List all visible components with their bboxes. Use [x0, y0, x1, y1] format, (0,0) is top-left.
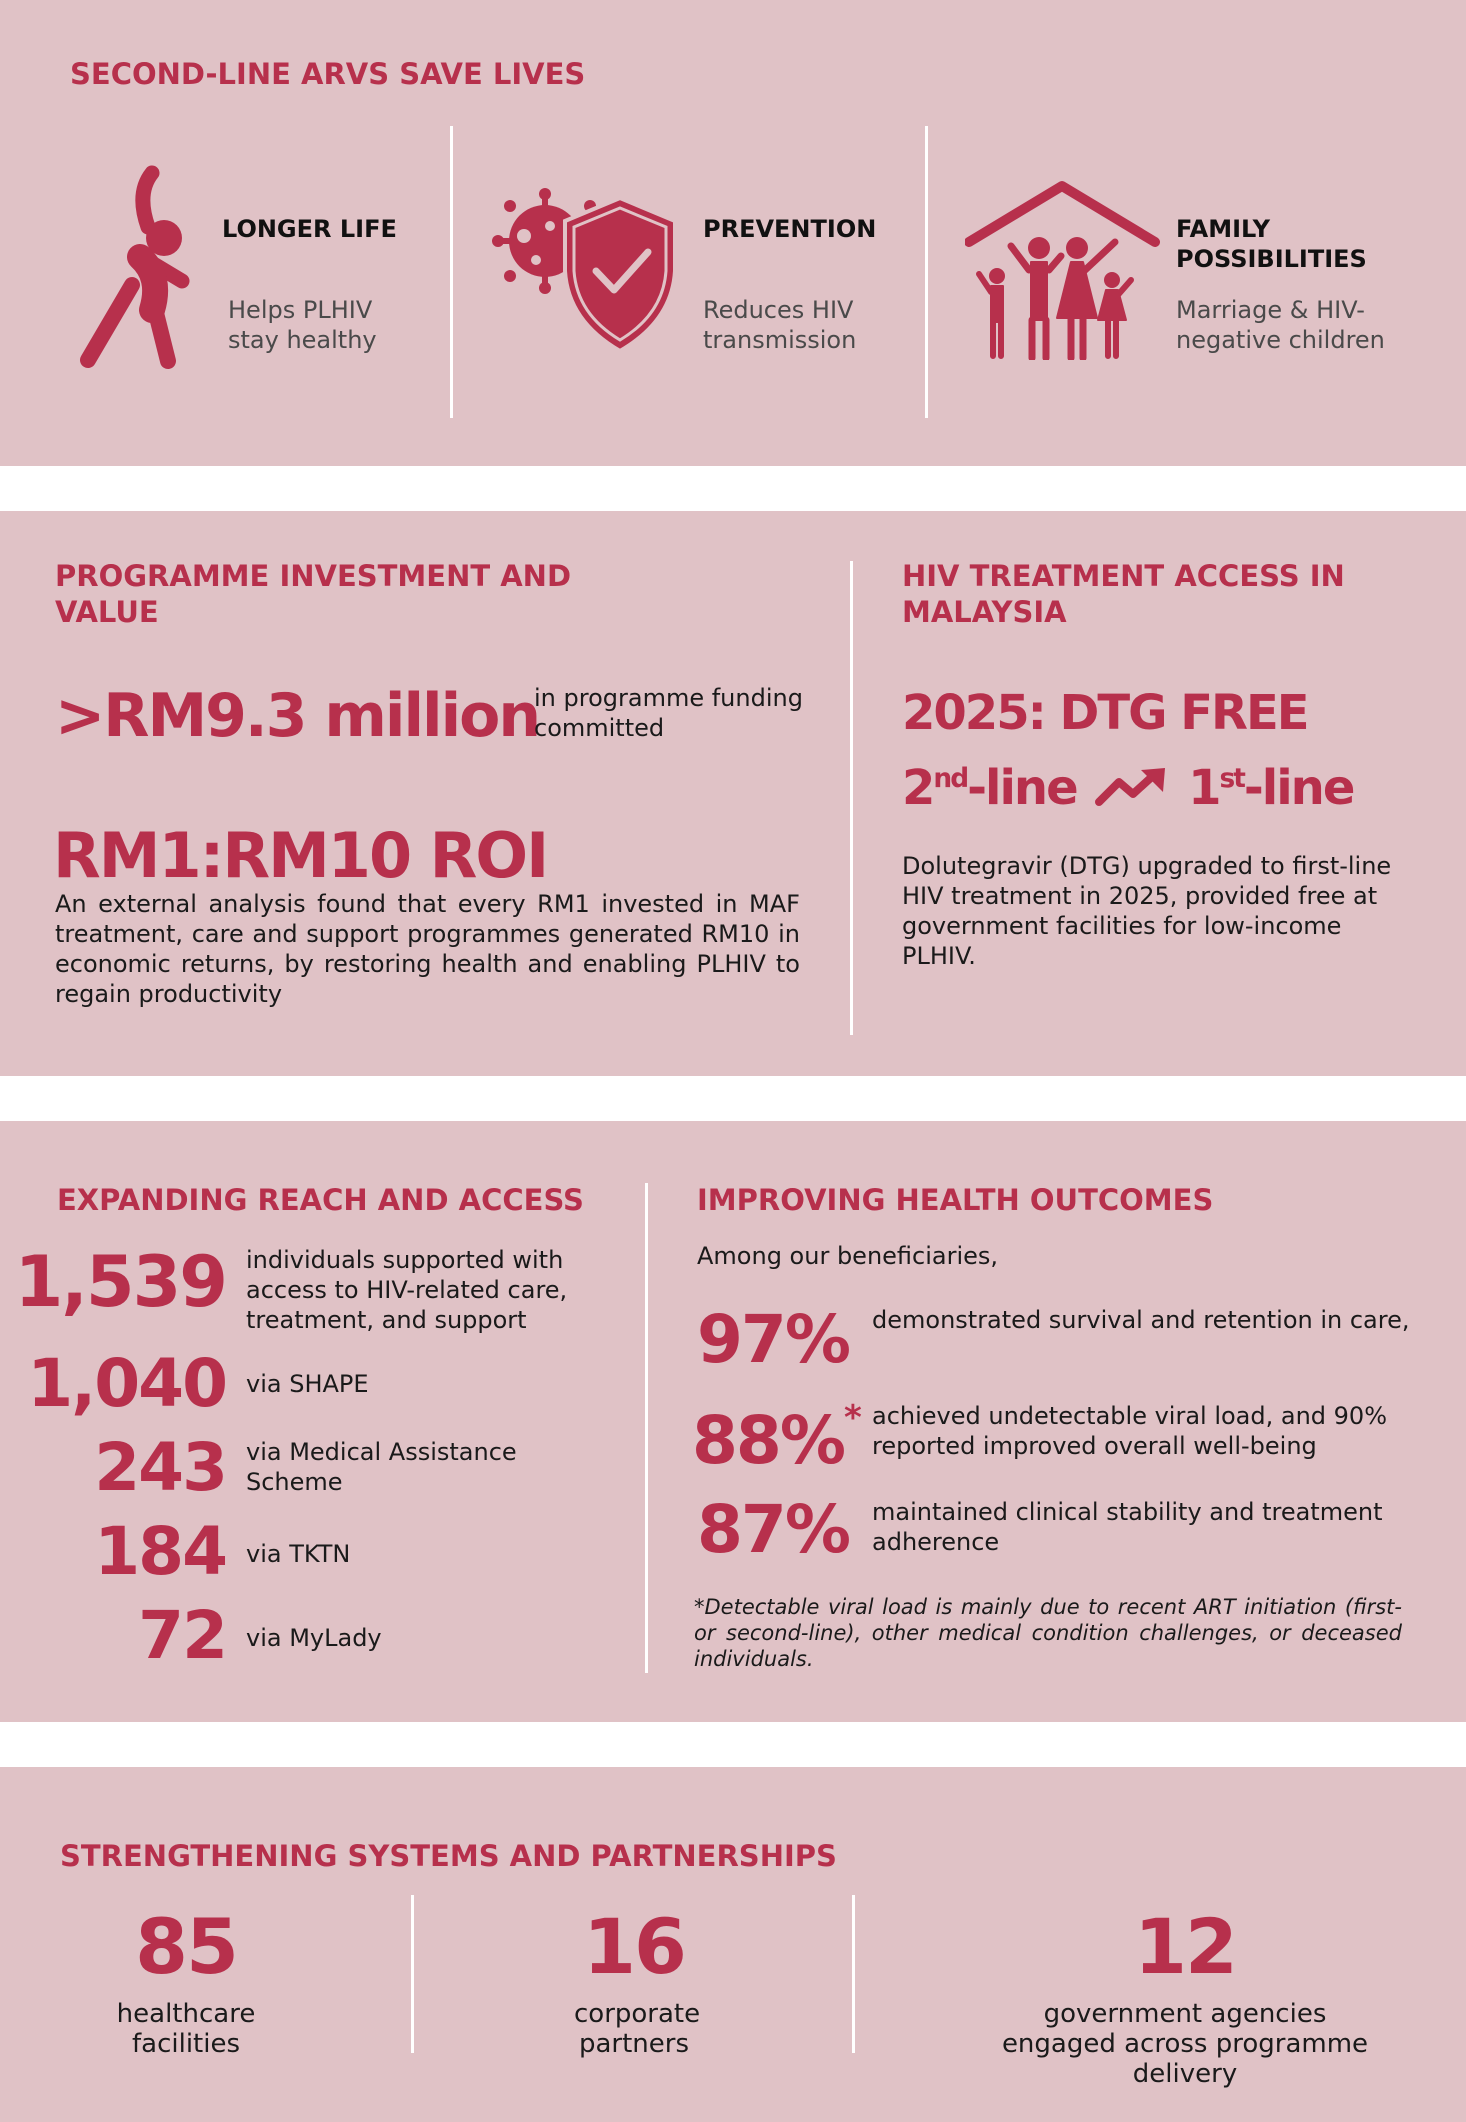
investment-title: PROGRAMME INVESTMENT AND VALUE: [55, 559, 572, 629]
dtg-description: Dolutegravir (DTG) upgraded to first-line HIV treatment in 2025, provided free at government facilities for low-income PLHIV.: [902, 852, 1392, 970]
reach-outcomes-panel: [0, 1121, 1466, 1722]
reach-row: [50, 1429, 630, 1506]
funding-amount: >RM9.3 million: [55, 681, 540, 751]
stat-number: 12: [1134, 1902, 1236, 1991]
divider: [925, 126, 928, 418]
access-title: HIV TREATMENT ACCESS IN MALAYSIA: [902, 559, 1345, 629]
stat-corporate: [514, 1902, 754, 2059]
stat-healthcare: [66, 1902, 306, 2059]
line-change: [902, 760, 1354, 816]
reach-label: individuals supported with access to HIV-related care, treatment, and support: [246, 1246, 568, 1334]
reach-row: [14, 1241, 630, 1334]
outcomes-title: IMPROVING HEALTH OUTCOMES: [697, 1183, 1214, 1217]
card-heading: LONGER LIFE: [222, 215, 397, 243]
family-house-icon: [965, 180, 1160, 360]
outcome-number: [692, 1398, 862, 1479]
systems-panel: [0, 1767, 1466, 2122]
card-text: Helps PLHIV stay healthy: [228, 296, 377, 354]
outcome-label: demonstrated survival and retention in care,: [872, 1306, 1410, 1334]
outcome-number: 97%: [697, 1301, 849, 1378]
stat-label: government agencies engaged across programme delivery: [1001, 1999, 1369, 2089]
reach-label: via Medical Assistance Scheme: [246, 1438, 517, 1496]
roi-description: An external analysis found that every RM1 invested in MAF treatment, care and support programmes generated RM10 in economic returns, by restoring health and enabling PLHIV to regain productivity: [55, 890, 800, 1008]
card-heading: PREVENTION: [703, 215, 877, 243]
arvs-title: SECOND-LINE ARVS SAVE LIVES: [70, 57, 586, 91]
to-line-number: 1: [1188, 760, 1220, 816]
from-line-number: 2: [902, 760, 934, 816]
footnote: *Detectable viral load is mainly due to recent ART initiation (first- or second-line), other medical condition challenges, or deceased individuals.: [694, 1595, 1402, 1671]
arvs-panel: [0, 0, 1466, 466]
reach-label: via MyLady: [246, 1624, 382, 1652]
reach-number: 72: [138, 1597, 226, 1674]
card-heading: FAMILY POSSIBILITIES: [1176, 215, 1367, 273]
divider: [850, 561, 853, 1035]
card-text: Reduces HIV transmission: [703, 296, 857, 354]
reach-row: [27, 1345, 630, 1422]
reach-row: [50, 1597, 630, 1674]
divider: [411, 1895, 414, 2053]
roi-value: RM1:RM10 ROI: [53, 819, 548, 892]
stretching-person-icon: [70, 165, 190, 375]
outcome-number-value: 88%: [692, 1402, 844, 1479]
card-text: Marriage & HIV-negative children: [1176, 296, 1385, 354]
reach-label: via TKTN: [246, 1540, 351, 1568]
reach-title: EXPANDING REACH AND ACCESS: [57, 1183, 584, 1217]
from-line-suffix: nd: [933, 763, 968, 794]
stat-label: healthcare facilities: [116, 1999, 256, 2059]
investment-panel: [0, 511, 1466, 1076]
reach-number: 1,040: [27, 1345, 226, 1422]
virus-shield-icon: [490, 186, 680, 356]
footnote-marker: *: [843, 1398, 862, 1438]
divider: [852, 1895, 855, 2053]
to-line-suffix: st: [1219, 763, 1244, 794]
trend-up-arrow-icon: [1095, 766, 1169, 808]
reach-number: 1,539: [14, 1241, 226, 1323]
divider: [450, 126, 453, 418]
systems-title: STRENGTHENING SYSTEMS AND PARTNERSHIPS: [60, 1839, 837, 1873]
divider: [645, 1183, 648, 1673]
funding-caption: in programme funding committed: [534, 684, 803, 742]
outcome-label: achieved undetectable viral load, and 90% reported improved overall well-being: [872, 1402, 1388, 1460]
from-line-text: -line: [967, 760, 1077, 816]
reach-number: 243: [94, 1429, 226, 1506]
reach-number: 184: [94, 1513, 226, 1590]
outcome-label: maintained clinical stability and treatment adherence: [872, 1498, 1383, 1556]
stat-number: 16: [583, 1902, 685, 1991]
outcome-number: 87%: [697, 1491, 849, 1568]
stat-number: 85: [135, 1902, 237, 1991]
to-line-text: -line: [1243, 760, 1354, 816]
stat-government: [960, 1902, 1410, 2089]
reach-row: [50, 1513, 630, 1590]
outcomes-intro: Among our beneficiaries,: [697, 1242, 999, 1270]
reach-label: via SHAPE: [246, 1370, 369, 1398]
stat-label: corporate partners: [574, 1999, 701, 2059]
dtg-headline: 2025: DTG FREE: [902, 685, 1308, 741]
